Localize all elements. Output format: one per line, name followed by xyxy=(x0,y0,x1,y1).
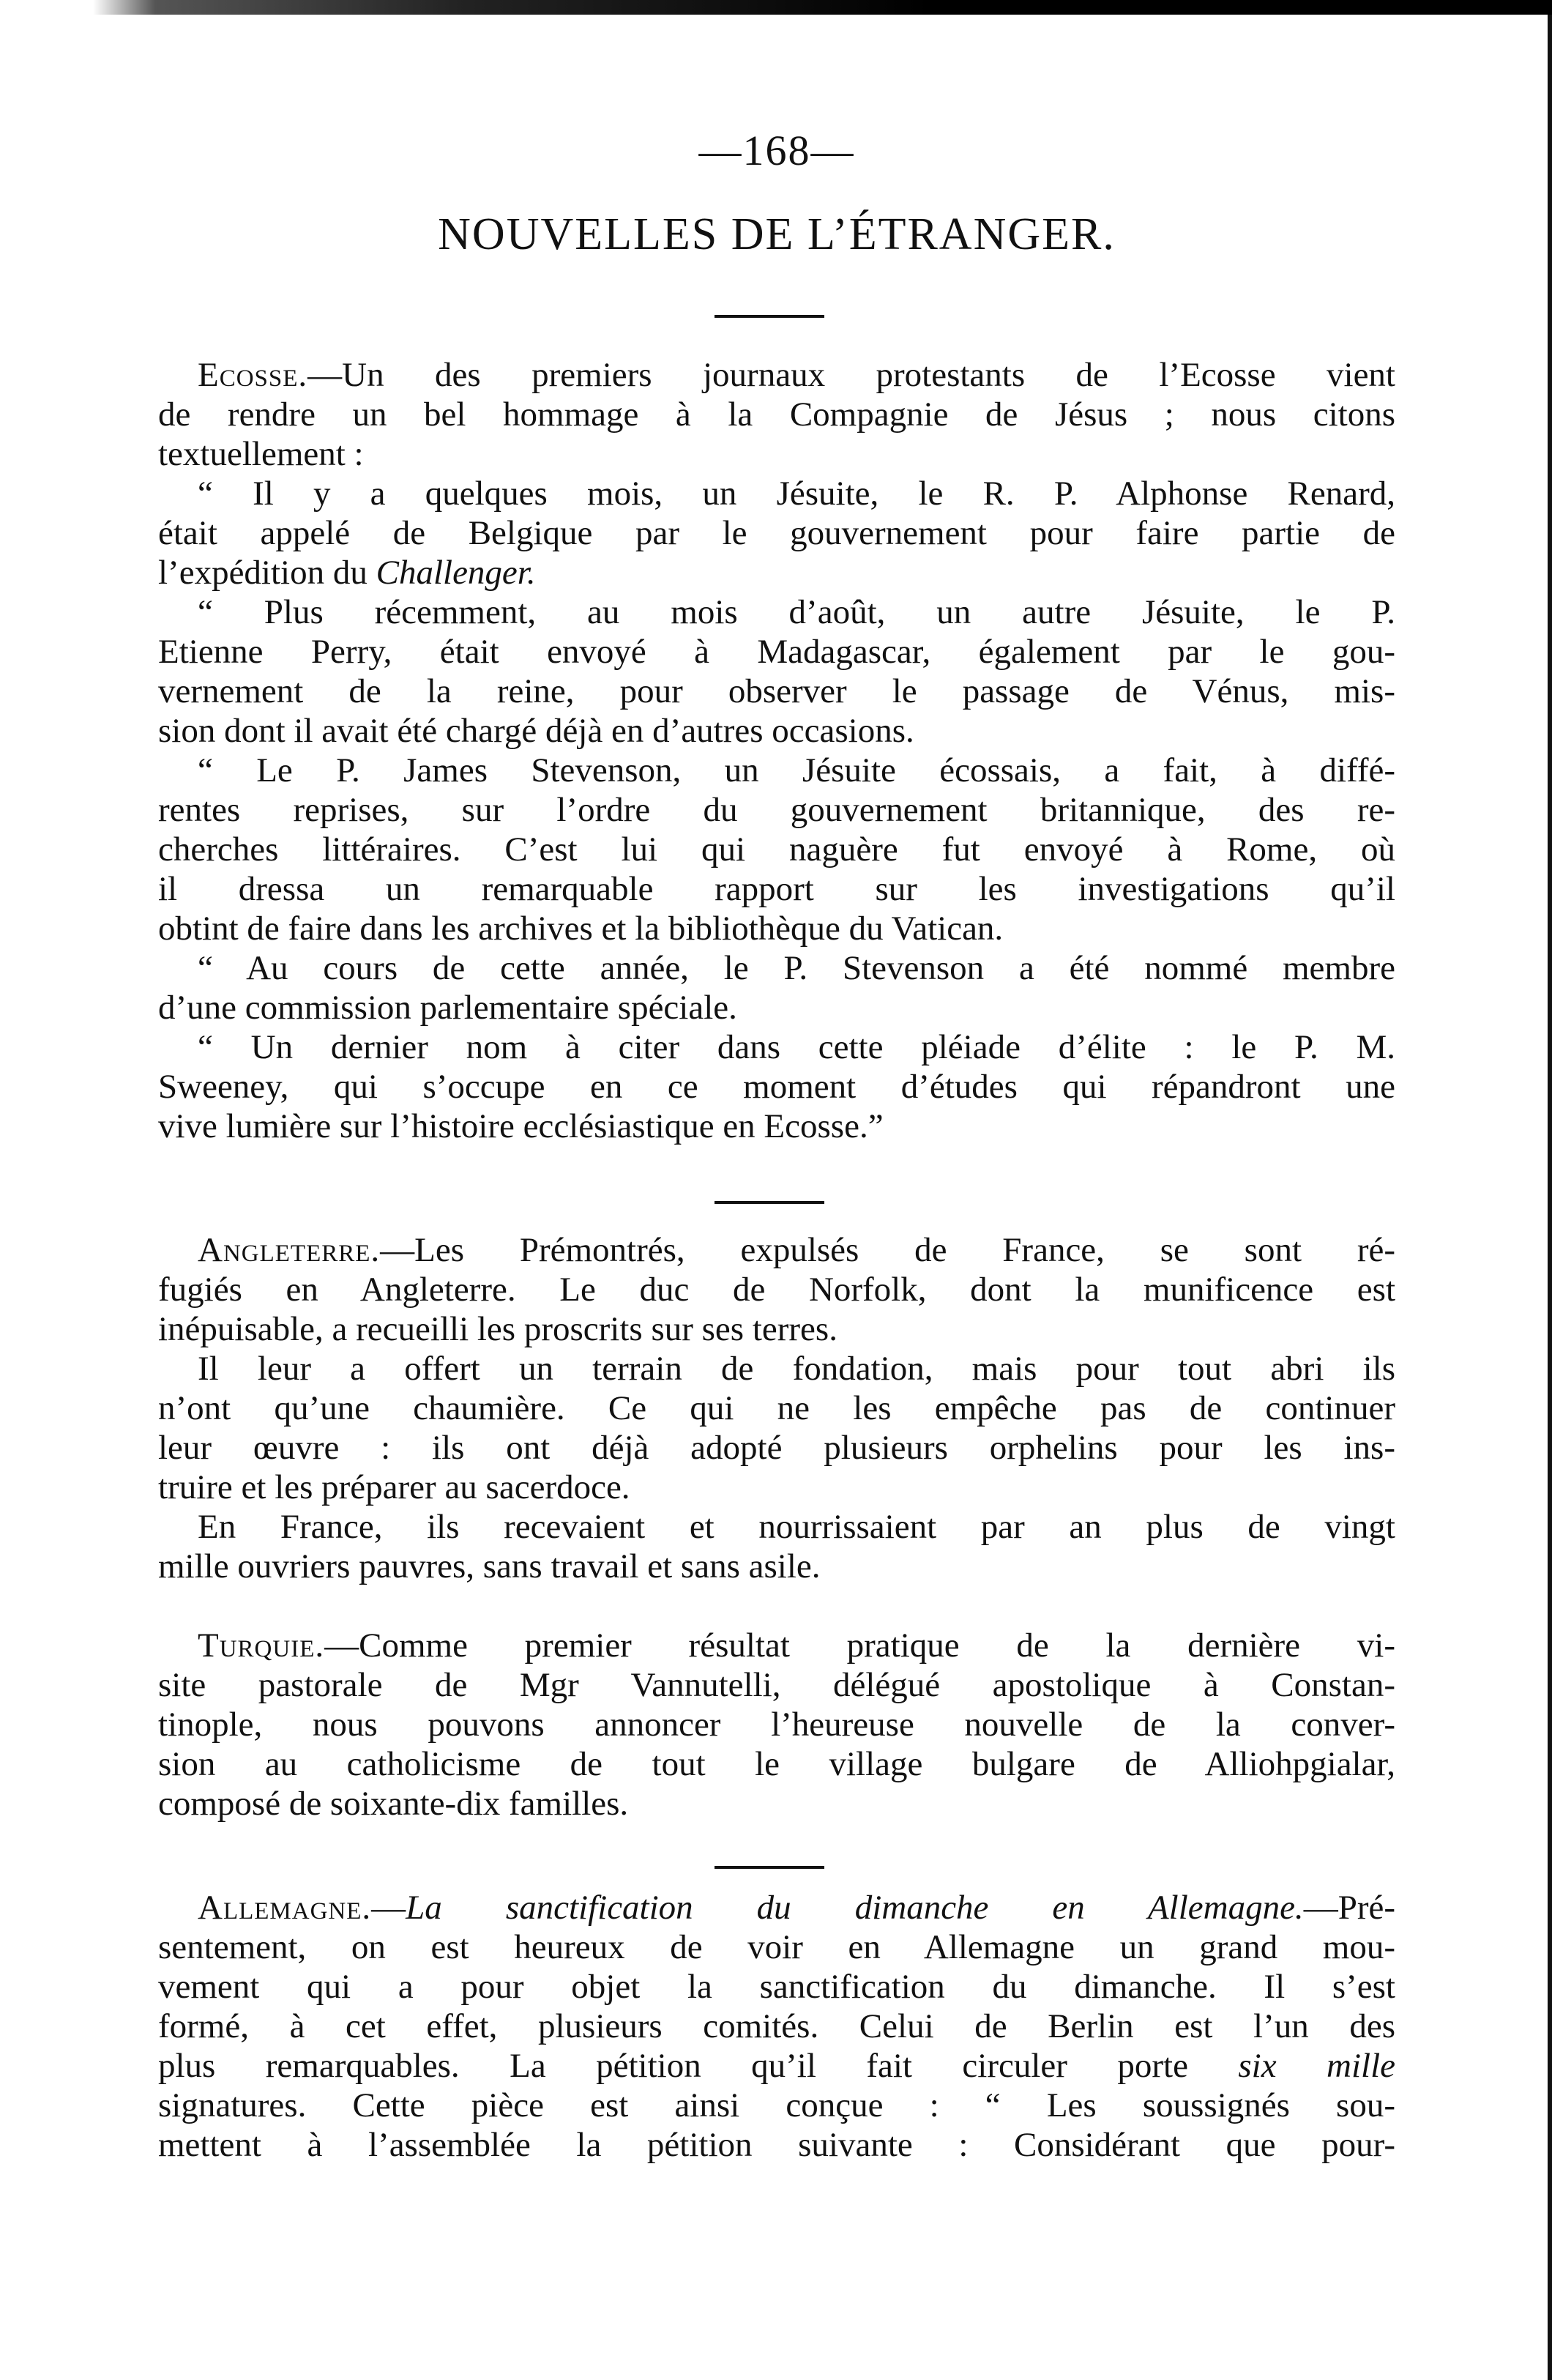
text-line: plus remarquables. La pétition qu’il fait circuler porte six mille xyxy=(158,2047,1395,2085)
text-line: “ Au cours de cette année, le P. Stevenson a été nommé membre xyxy=(198,949,1395,987)
text-line: truire et les préparer au sacerdoce. xyxy=(158,1468,630,1506)
text-line: obtint de faire dans les archives et la bibliothèque du Vatican. xyxy=(158,910,1004,948)
text-line: “ Il y a quelques mois, un Jésuite, le R. P. Alphonse Renard, xyxy=(198,475,1395,513)
text-line: l’expédition du Challenger. xyxy=(158,554,536,592)
text-line: fugiés en Angleterre. Le duc de Norfolk, dont la munificence est xyxy=(158,1271,1395,1309)
text-line: “ Un dernier nom à citer dans cette pléiade d’élite : le P. M. xyxy=(198,1028,1395,1066)
article-heading: Allemagne. xyxy=(198,1889,372,1927)
text-line: Turquie.—Comme premier résultat pratique de la dernière vi- xyxy=(198,1626,1395,1665)
text-line: mettent à l’assemblée la pétition suivante : Considérant que pour- xyxy=(158,2126,1395,2164)
scan-top-border xyxy=(0,0,1552,15)
text-line: Allemagne.—La sanctification du dimanche en Allemagne.—Pré- xyxy=(198,1889,1395,1927)
text-line: vive lumière sur l’histoire ecclésiastique en Ecosse.” xyxy=(158,1107,884,1145)
text-line: inépuisable, a recueilli les proscrits sur ses terres. xyxy=(158,1310,837,1348)
ship-name: Challenger. xyxy=(376,554,536,592)
text-line: cherches littéraires. C’est lui qui naguère fut envoyé à Rome, où xyxy=(158,830,1395,869)
text-line: leur œuvre : ils ont déjà adopté plusieurs orphelins pour les ins- xyxy=(158,1429,1395,1467)
text-line: signatures. Cette pièce est ainsi conçue : “ Les soussignés sou- xyxy=(158,2086,1395,2124)
article-divider xyxy=(715,1201,824,1204)
text-line: n’ont qu’une chaumière. Ce qui ne les empêche pas de continuer xyxy=(158,1389,1395,1427)
text-line: sion dont il avait été chargé déjà en d’autres occasions. xyxy=(158,712,914,750)
text-line: il dressa un remarquable rapport sur les investigations qu’il xyxy=(158,870,1395,908)
article-angleterre xyxy=(158,1230,1395,1586)
text-line: textuellement : xyxy=(158,435,364,473)
article-allemagne xyxy=(158,1888,1395,2165)
text-line: Sweeney, qui s’occupe en ce moment d’études qui répandront une xyxy=(158,1068,1395,1106)
text-line: vement qui a pour objet la sanctification du dimanche. Il s’est xyxy=(158,1968,1395,2006)
text-line: “ Le P. James Stevenson, un Jésuite écossais, a fait, à diffé- xyxy=(198,751,1395,789)
text-line: formé, à cet effet, plusieurs comités. Celui de Berlin est l’un des xyxy=(158,2007,1395,2045)
text-line: En France, ils recevaient et nourrissaient par an plus de vingt xyxy=(198,1508,1395,1546)
emphasis: six mille xyxy=(1238,2047,1395,2085)
title-divider xyxy=(715,315,824,318)
article-divider xyxy=(715,1866,824,1869)
text-line: sion au catholicisme de tout le village bulgare de Alliohpgialar, xyxy=(158,1745,1395,1783)
text-line: Il leur a offert un terrain de fondation, mais pour tout abri ils xyxy=(198,1350,1395,1388)
text-line: Etienne Perry, était envoyé à Madagascar, également par le gou- xyxy=(158,633,1395,671)
text-line: site pastorale de Mgr Vannutelli, délégué apostolique à Constan- xyxy=(158,1666,1395,1704)
page-number: —168— xyxy=(698,127,855,174)
text-line: Angleterre.—Les Prémontrés, expulsés de France, se sont ré- xyxy=(198,1231,1395,1269)
text-line: vernement de la reine, pour observer le passage de Vénus, mis- xyxy=(158,672,1395,710)
text-line: mille ouvriers pauvres, sans travail et sans asile. xyxy=(158,1547,821,1585)
text-line: “ Plus récemment, au mois d’août, un autre Jésuite, le P. xyxy=(198,593,1395,631)
text-line: d’une commission parlementaire spéciale. xyxy=(158,989,737,1027)
text-line: sentement, on est heureux de voir en Allemagne un grand mou- xyxy=(158,1928,1395,1966)
article-ecosse xyxy=(158,355,1395,1146)
article-heading: Turquie. xyxy=(198,1626,325,1665)
article-turquie xyxy=(158,1626,1395,1823)
scan-right-edge xyxy=(1548,15,1552,2380)
text-line: était appelé de Belgique par le gouvernement pour faire partie de xyxy=(158,514,1395,552)
text-line: de rendre un bel hommage à la Compagnie de Jésus ; nous citons xyxy=(158,395,1395,434)
text-line: composé de soixante-dix familles. xyxy=(158,1785,629,1823)
text-line: Ecosse.—Un des premiers journaux protestants de l’Ecosse vient xyxy=(198,356,1395,394)
text-line: tinople, nous pouvons annoncer l’heureuse nouvelle de la conver- xyxy=(158,1706,1395,1744)
article-heading: Ecosse. xyxy=(198,356,308,394)
article-subtitle: La sanctification du dimanche en Allemagne. xyxy=(406,1889,1304,1927)
text-line: rentes reprises, sur l’ordre du gouvernement britannique, des re- xyxy=(158,791,1395,829)
article-heading: Angleterre. xyxy=(198,1231,381,1269)
section-title: NOUVELLES DE L’ÉTRANGER. xyxy=(438,209,1116,259)
